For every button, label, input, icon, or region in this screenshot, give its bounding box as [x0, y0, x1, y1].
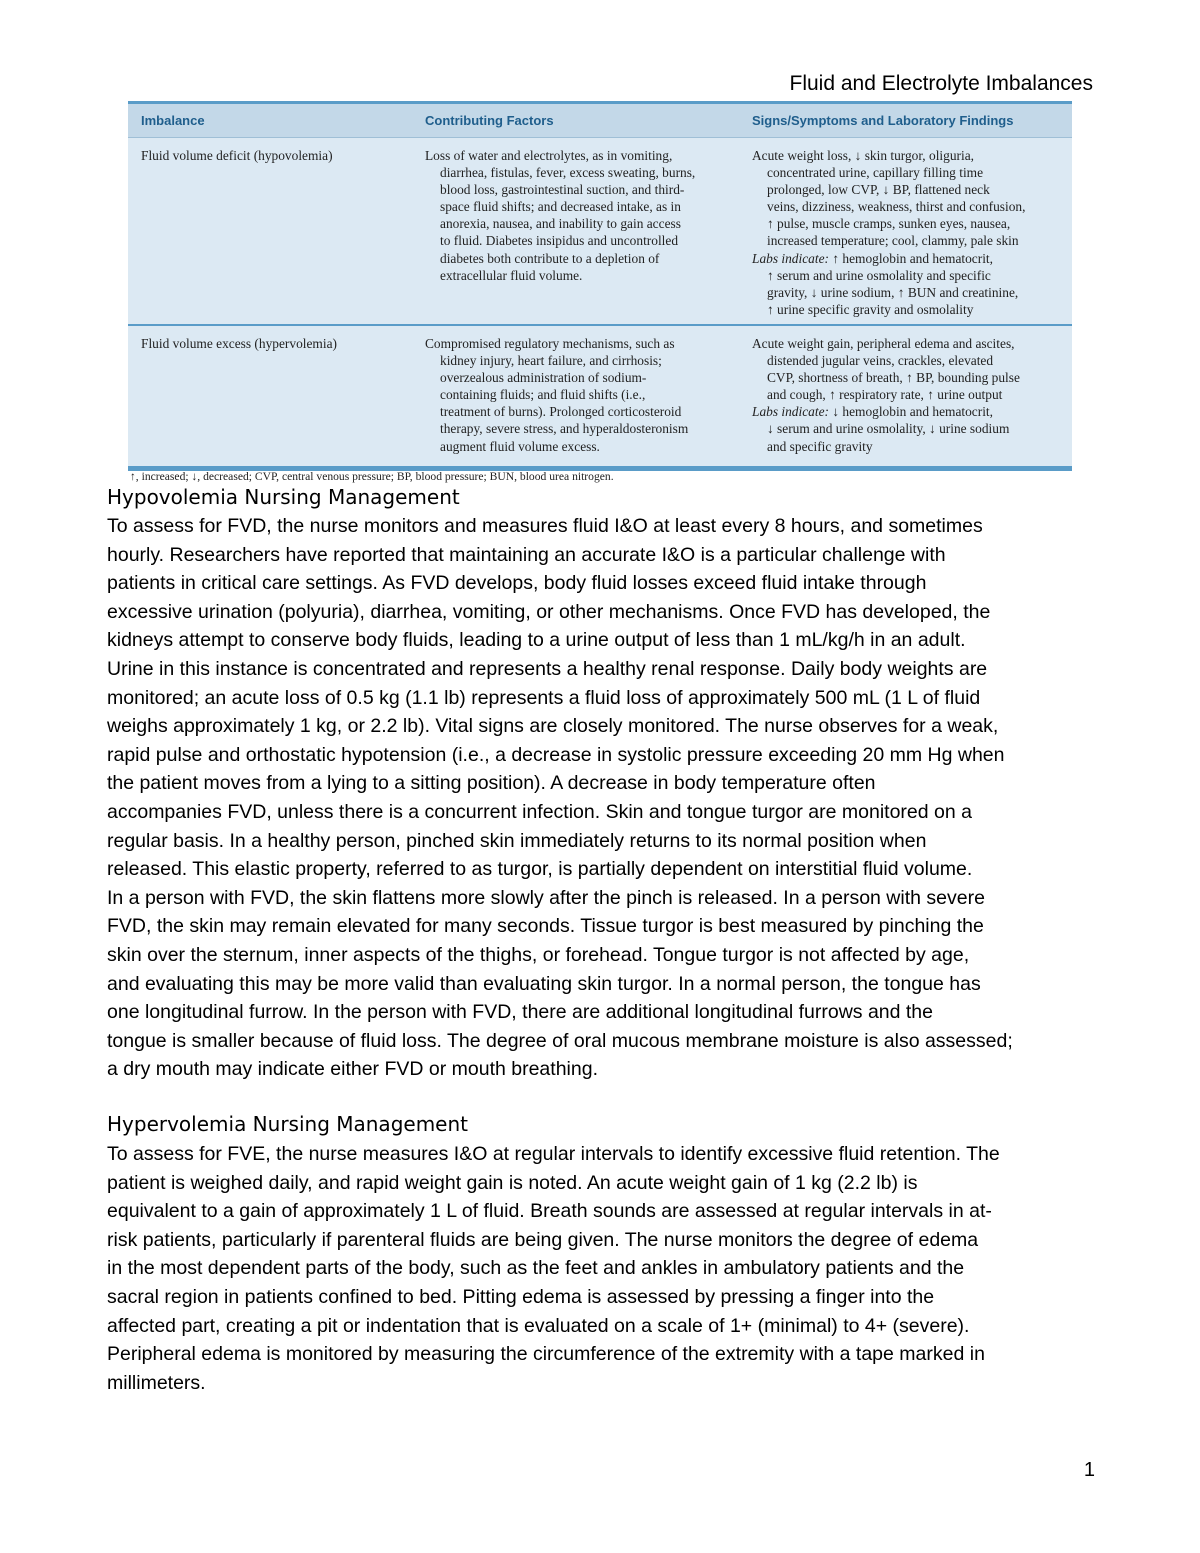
cell-imbalance: Fluid volume deficit (hypovolemia) — [141, 148, 333, 163]
text-line: millimeters. — [107, 1371, 206, 1394]
text-line: increased temperature; cool, clammy, pale skin — [767, 233, 1019, 249]
text-line: and evaluating this may be more valid than evaluating skin turgor. In a normal person, the tongue has — [107, 972, 981, 995]
text-line: rapid pulse and orthostatic hypotension (i.e., a decrease in systolic pressure exceeding 20 mm Hg when — [107, 743, 1005, 766]
labs-text — [752, 420, 1064, 454]
text-line: FVD, the skin may remain elevated for many seconds. Tissue turgor is best measured by pinching the — [107, 915, 984, 938]
text-line: excessive urination (polyuria), diarrhea, vomiting, or other mechanisms. Once FVD has developed, the — [107, 600, 991, 623]
text-line: kidneys attempt to conserve body fluids, leading to a urine output of less than 1 mL/kg/h in an adult. — [107, 629, 966, 652]
text-line: CVP, shortness of breath, ↑ BP, bounding pulse — [767, 370, 1020, 386]
text-line: skin over the sternum, inner aspects of the thighs, or forehead. Tongue turgor is not affected by age, — [107, 943, 970, 966]
table-row-hypovolemia — [128, 138, 1072, 326]
cell-imbalance: Fluid volume excess (hypervolemia) — [141, 336, 337, 351]
text-line: Loss of water and electrolytes, as in vomiting, — [425, 148, 673, 163]
text-line: affected part, creating a pit or indentation that is evaluated on a scale of 1+ (minimal) to 4+ (severe). — [107, 1314, 970, 1337]
text-line: To assess for FVE, the nurse measures I&O at regular intervals to identify excessive fluid retention. The — [107, 1143, 1000, 1165]
text-line: the patient moves from a lying to a sitting position). A decrease in body temperature often — [107, 772, 876, 795]
labs-label: Labs indicate: — [752, 404, 829, 420]
text-line: In a person with FVD, the skin flattens more slowly after the pinch is released. In a person with severe — [107, 886, 985, 909]
table-header-row — [128, 104, 1072, 138]
labs-line — [752, 403, 1064, 420]
text-line: Compromised regulatory mechanisms, such as — [425, 336, 675, 351]
text-line: Acute weight gain, peripheral edema and ascites, — [752, 336, 1015, 351]
text-line: and cough, ↑ respiratory rate, ↑ urine output — [767, 387, 1003, 403]
text-line: treatment of burns). Prolonged corticosteroid — [440, 404, 682, 420]
cell-contributing-factors — [425, 335, 737, 455]
labs-first-text: ↓ hemoglobin and hematocrit, — [829, 404, 993, 420]
text-line: equivalent to a gain of approximately 1 L of fluid. Breath sounds are assessed at regular intervals in at- — [107, 1200, 992, 1223]
text-line: distended jugular veins, crackles, elevated — [767, 353, 994, 369]
column-header-contributing-factors: Contributing Factors — [425, 113, 554, 128]
labs-line — [752, 250, 1064, 267]
text-line: overzealous administration of sodium- — [440, 370, 647, 386]
text-line: regular basis. In a healthy person, pinched skin immediately returns to its normal position when — [107, 829, 927, 852]
text-line: patients in critical care settings. As FVD develops, body fluid losses exceed fluid intake through — [107, 572, 927, 595]
imbalance-table — [128, 101, 1072, 471]
text-line: ↓ serum and urine osmolality, ↓ urine sodium — [767, 421, 1010, 437]
signs-text — [752, 335, 1064, 403]
text-line: risk patients, particularly if parenteral fluids are being given. The nurse monitors the degree of edema — [107, 1228, 979, 1251]
text-line: ↑ serum and urine osmolality and specific — [767, 267, 991, 283]
text-line: Peripheral edema is monitored by measuring the circumference of the extremity with a tape marked in — [107, 1343, 985, 1366]
text-line: released. This elastic property, referred to as turgor, is partially dependent on interstitial fluid volume. — [107, 858, 973, 881]
text-line: concentrated urine, capillary filling time — [767, 165, 984, 181]
text-line: patient is weighed daily, and rapid weight gain is noted. An acute weight gain of 1 kg (2.2 lb) is — [107, 1171, 918, 1194]
table-footnote: ↑, increased; ↓, decreased; CVP, central venous pressure; BP, blood pressure; BUN, blood urea nitrogen. — [130, 470, 614, 483]
text-line: diabetes both contribute to a depletion of — [440, 250, 660, 266]
text-line: blood loss, gastrointestinal suction, and third- — [440, 182, 685, 198]
table-row-hypervolemia — [128, 326, 1072, 466]
text-line: space fluid shifts; and decreased intake, as in — [440, 199, 681, 215]
column-header-signs-symptoms: Signs/Symptoms and Laboratory Findings — [752, 113, 1014, 128]
text-line: hourly. Researchers have reported that maintaining an accurate I&O is a particular challenge with — [107, 543, 946, 566]
page-header-title: Fluid and Electrolyte Imbalances — [789, 72, 1093, 95]
labs-text — [752, 267, 1064, 318]
text-line: extracellular fluid volume. — [440, 267, 583, 283]
page-number: 1 — [1083, 1459, 1095, 1481]
text-line: sacral region in patients confined to bed. Pitting edema is assessed by pressing a finger into the — [107, 1285, 935, 1308]
hypovolemia-paragraph — [107, 512, 1107, 1084]
cell-signs-symptoms — [752, 335, 1064, 455]
labs-label: Labs indicate: — [752, 250, 829, 266]
text-line: and specific gravity — [767, 438, 873, 454]
text-line: monitored; an acute loss of 0.5 kg (1.1 lb) represents a fluid loss of approximately 500 mL (1 L of fluid — [107, 686, 981, 709]
text-line: ↑ pulse, muscle cramps, sunken eyes, nausea, — [767, 216, 1011, 232]
text-line: Acute weight loss, ↓ skin turgor, oliguria, — [752, 148, 974, 163]
text-line: kidney injury, heart failure, and cirrhosis; — [440, 353, 662, 369]
text-line: prolonged, low CVP, ↓ BP, flattened neck — [767, 182, 990, 198]
hypovolemia-heading: Hypovolemia Nursing Management — [107, 485, 460, 509]
text-line: containing fluids; and fluid shifts (i.e., — [440, 387, 646, 403]
text-line: gravity, ↓ urine sodium, ↑ BUN and creatinine, — [767, 284, 1019, 300]
text-line: To assess for FVD, the nurse monitors and measures fluid I&O at least every 8 hours, and sometimes — [107, 515, 983, 537]
text-line: accompanies FVD, unless there is a concurrent infection. Skin and tongue turgor are monitored on a — [107, 800, 972, 823]
text-line: weighs approximately 1 kg, or 2.2 lb). Vital signs are closely monitored. The nurse observes for a weak, — [107, 715, 999, 738]
cell-signs-symptoms — [752, 147, 1064, 318]
text-line: veins, dizziness, weakness, thirst and confusion, — [767, 199, 1026, 215]
text-line: tongue is smaller because of fluid loss. The degree of oral mucous membrane moisture is also assessed; — [107, 1029, 1013, 1052]
column-header-imbalance: Imbalance — [141, 113, 205, 128]
signs-text — [752, 147, 1064, 250]
text-line: in the most dependent parts of the body, such as the feet and ankles in ambulatory patients and the — [107, 1257, 965, 1280]
hypervolemia-paragraph — [107, 1140, 1107, 1397]
text-line: a dry mouth may indicate either FVD or mouth breathing. — [107, 1058, 598, 1081]
text-line: augment fluid volume excess. — [440, 438, 600, 454]
text-line: anorexia, nausea, and inability to gain access — [440, 216, 681, 232]
cell-contributing-factors — [425, 147, 737, 284]
text-line: to fluid. Diabetes insipidus and uncontrolled — [440, 233, 679, 249]
text-line: therapy, severe stress, and hyperaldosteronism — [440, 421, 689, 437]
labs-first-text: ↑ hemoglobin and hematocrit, — [829, 250, 993, 266]
text-line: diarrhea, fistulas, fever, excess sweating, burns, — [440, 165, 696, 181]
text-line: one longitudinal furrow. In the person with FVD, there are additional longitudinal furrows and the — [107, 1001, 933, 1024]
text-line: ↑ urine specific gravity and osmolality — [767, 301, 974, 317]
hypervolemia-heading: Hypervolemia Nursing Management — [107, 1112, 468, 1136]
text-line: Urine in this instance is concentrated and represents a healthy renal response. Daily body weights are — [107, 657, 988, 680]
